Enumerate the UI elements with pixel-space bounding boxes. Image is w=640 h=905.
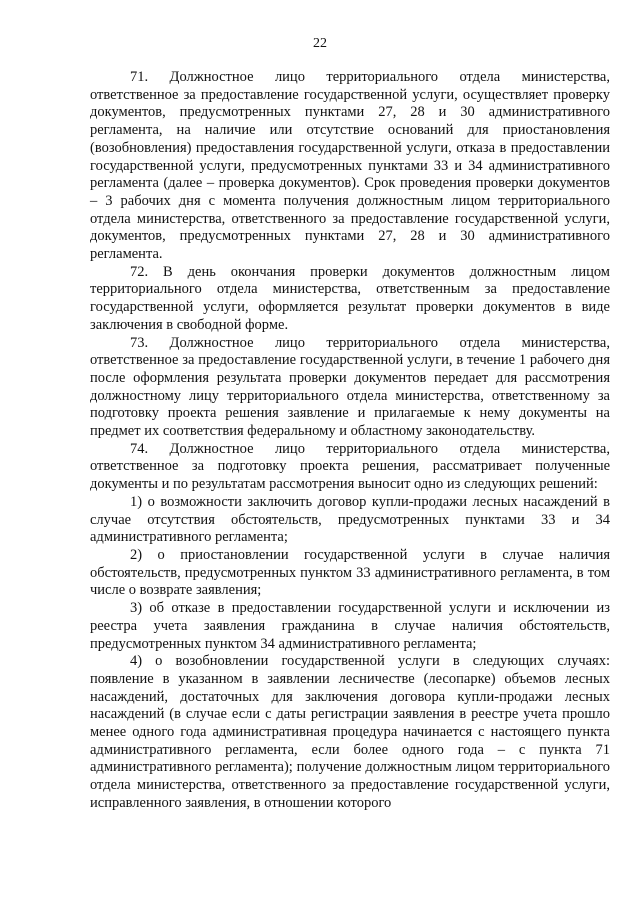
paragraph-74: 74. Должностное лицо территориального отдела министерства, ответственное за подготовку проекта решения, рассматривает полученные документы и по результатам рассмотрения выносит одно из следующих решений: bbox=[90, 440, 610, 493]
list-item-2: 2) о приостановлении государственной услуги в случае наличия обстоятельств, предусмотренных пунктом 33 административного регламента, в том числе о возврате заявления; bbox=[90, 546, 610, 599]
page-number: 22 bbox=[313, 36, 327, 51]
paragraph-73: 73. Должностное лицо территориального отдела министерства, ответственное за предоставление государственной услуги, в течение 1 рабочего дня после оформления результата проверки документов передает для рассмотрения должностному лицу территориального отдела министерства, ответственному за подготовку проекта решения заявление и прилагаемые к нему документы на предмет их соответствия федеральному и областному законодательству. bbox=[90, 334, 610, 440]
list-item-4: 4) о возобновлении государственной услуги в следующих случаях: появление в указанном в заявлении лесничестве (лесопарке) объемов лесных насаждений, достаточных для заключения договора купли-продажи лесных насаждений (в случае если с даты регистрации заявления в реестре учета прошло менее одного года административная процедура начинается с настоящего пункта административного регламента, если более одного года – с пункта 71 административного регламента); получение должностным лицом территориального отдела министерства, ответственного за предоставление государственной услуги, исправленного заявления, в отношении которого bbox=[90, 653, 610, 811]
document-body bbox=[90, 69, 610, 813]
paragraph-71: 71. Должностное лицо территориального отдела министерства, ответственное за предоставление государственной услуги, осуществляет проверку документов, предусмотренных пунктами 27, 28 и 30 административного регламента, на наличие или отсутствие оснований для приостановления (возобновления) предоставления государственной услуги, отказа в предоставлении государственной услуги, предусмотренных пунктами 33 и 34 административного регламента (далее – проверка документов). Срок проведения проверки документов – 3 рабочих дня с момента получения должностным лицом территориального отдела министерства, ответственного за предоставление государственной услуги, документов, предусмотренных пунктами 27, 28 и 30 административного регламента. bbox=[90, 69, 610, 263]
paragraph-72: 72. В день окончания проверки документов должностным лицом территориального отдела министерства, ответственным за предоставление государственной услуги, оформляется результат проверки документов в виде заключения в свободной форме. bbox=[90, 263, 610, 333]
list-item-1: 1) о возможности заключить договор купли-продажи лесных насаждений в случае отсутствия обстоятельств, предусмотренных пунктами 33 и 34 административного регламента; bbox=[90, 493, 610, 546]
list-item-3: 3) об отказе в предоставлении государственной услуги и исключении из реестра учета заявления гражданина в случае наличия обстоятельств, предусмотренных пунктом 34 административного регламента; bbox=[90, 600, 610, 652]
